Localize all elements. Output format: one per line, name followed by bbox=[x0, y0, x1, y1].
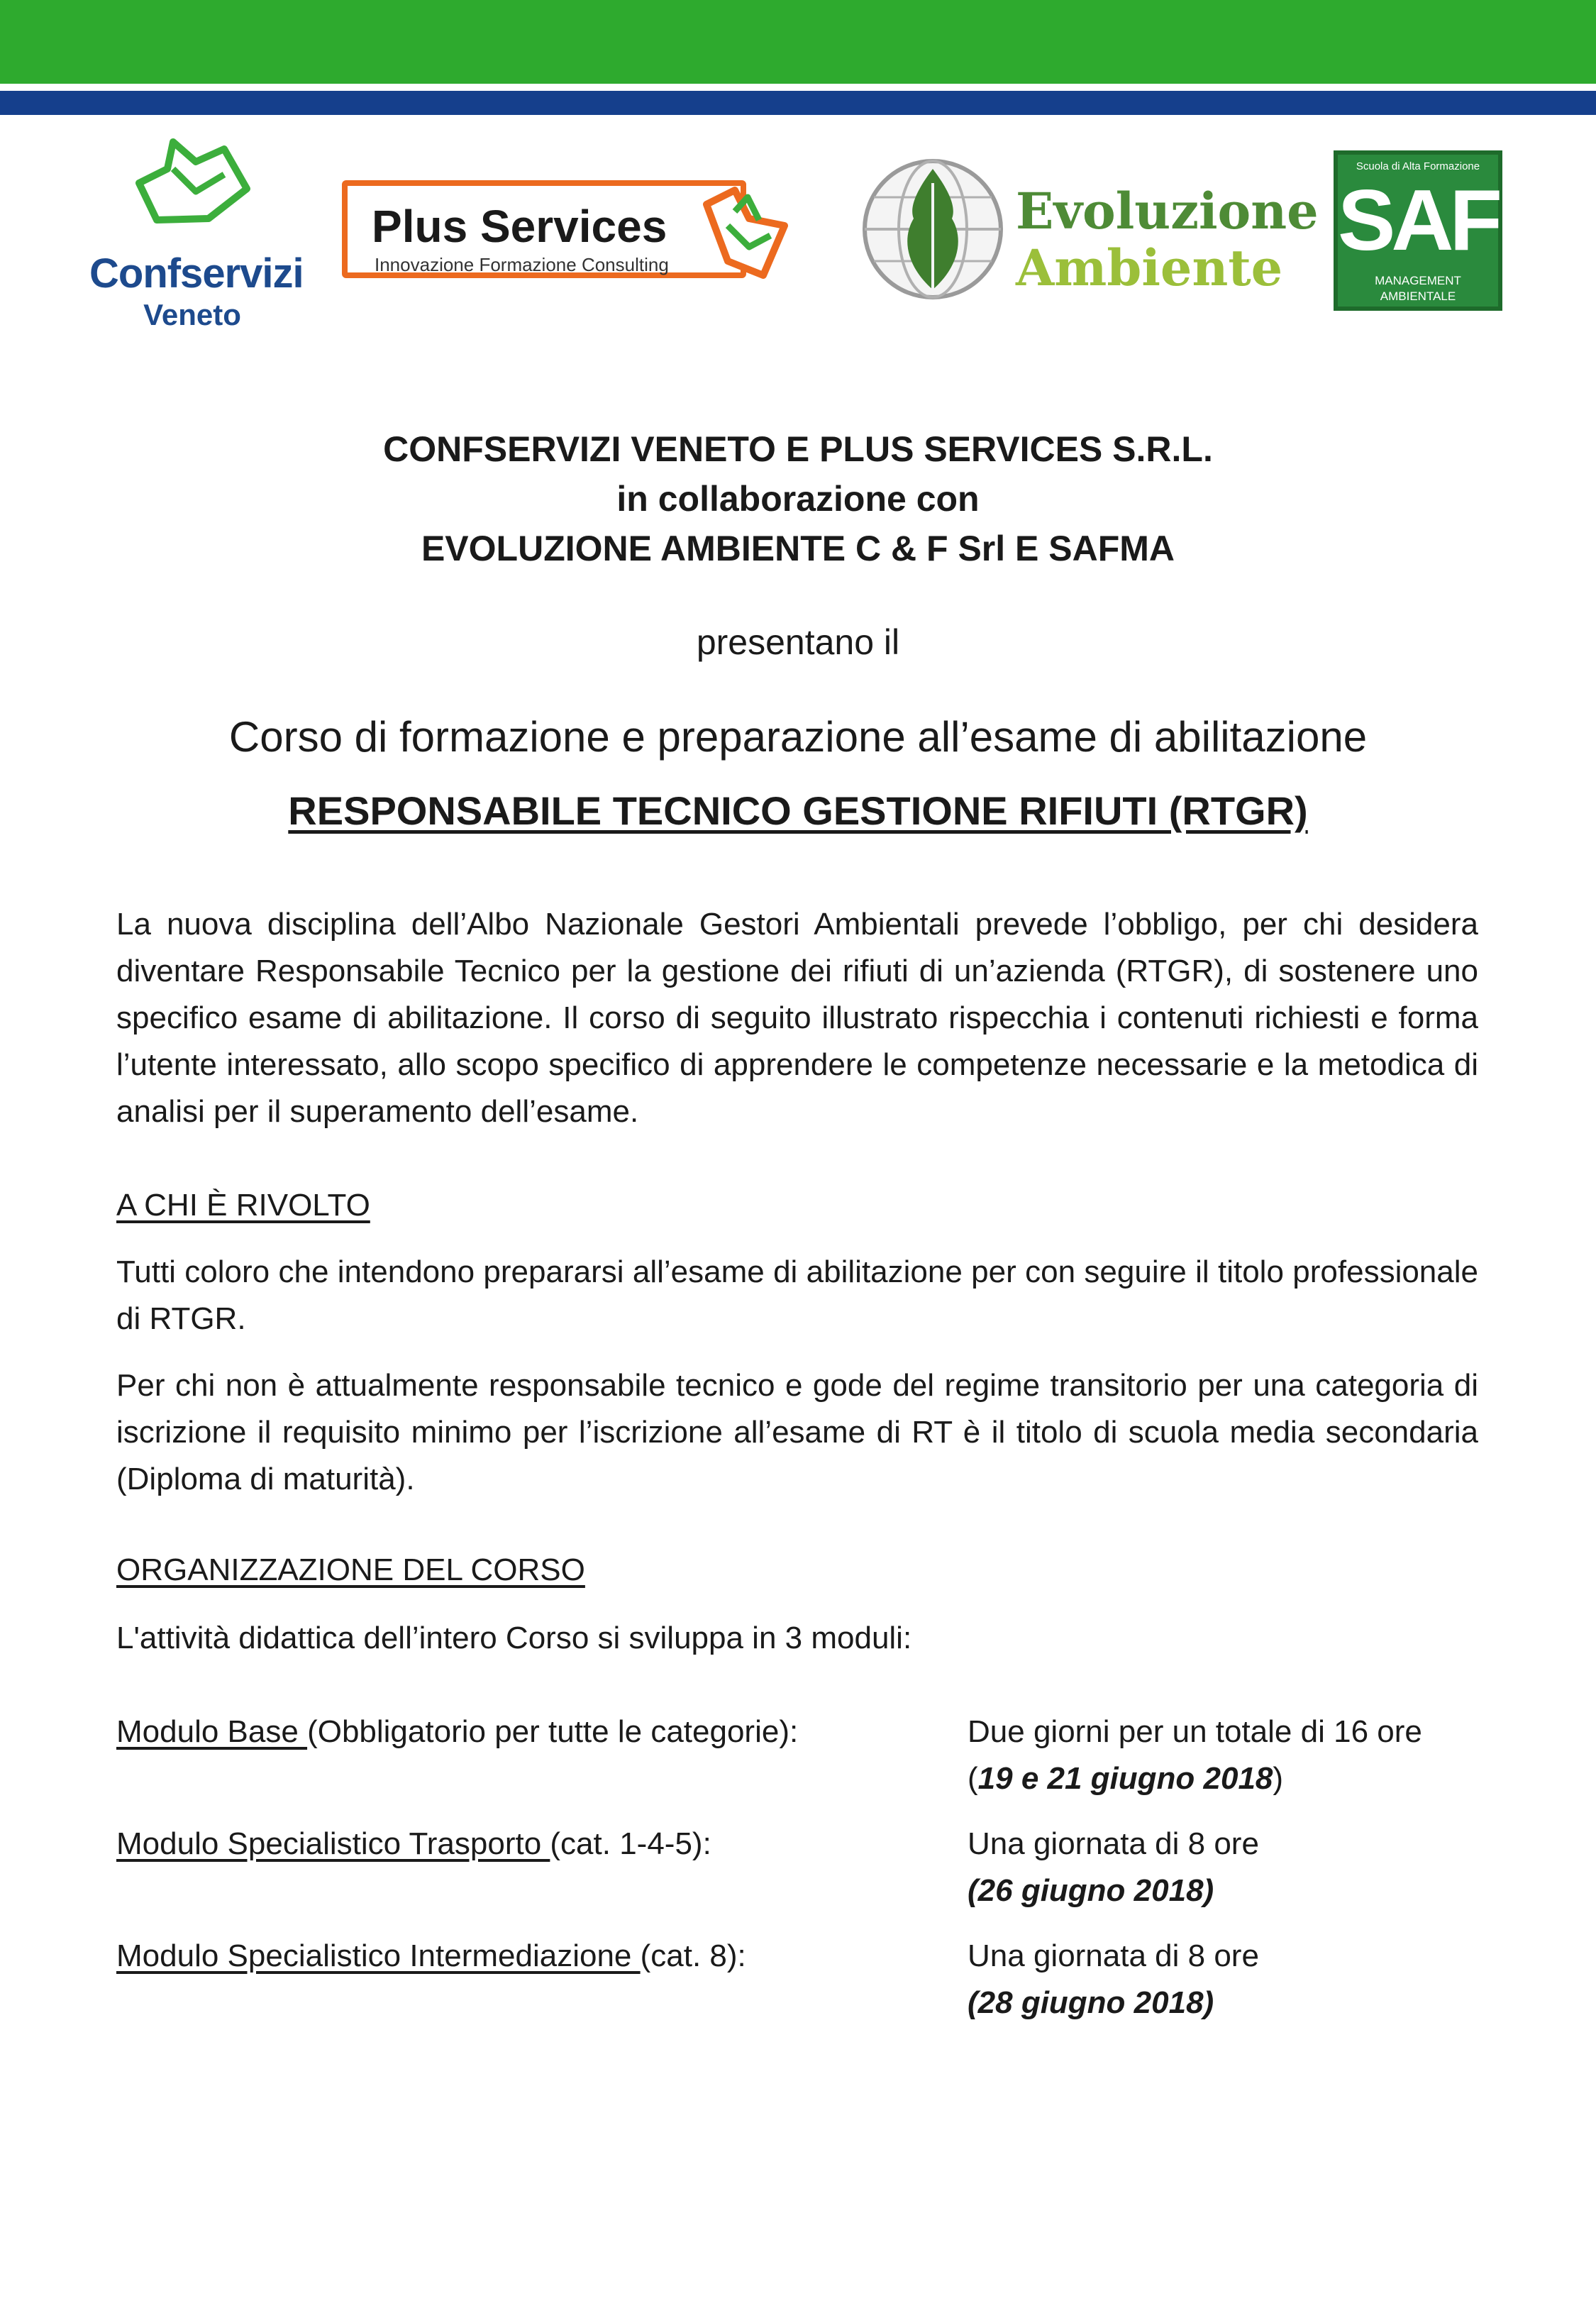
module-trasporto-schedule bbox=[968, 1821, 1259, 1914]
saf-logo bbox=[1334, 150, 1502, 311]
plus-services-title: Plus Services bbox=[372, 201, 667, 252]
module-trasporto bbox=[116, 1821, 711, 1868]
target-paragraph-1: Tutti coloro che intendono prepararsi all’esame di abilitazione per con seguire il titolo professionale di RTGR. bbox=[116, 1254, 1478, 1336]
confservizi-sub: Veneto bbox=[143, 298, 241, 331]
globe-leaf-icon bbox=[858, 155, 1007, 304]
saf-bottom-text-1: MANAGEMENT bbox=[1375, 274, 1461, 287]
presentano-text: presentano il bbox=[696, 622, 900, 662]
module-intermediazione bbox=[116, 1933, 746, 1980]
module-name: Modulo Base bbox=[116, 1714, 308, 1749]
header-line-3: EVOLUZIONE AMBIENTE C & F Srl E SAFMA bbox=[421, 529, 1175, 568]
confservizi-emblem-icon bbox=[89, 128, 295, 248]
target-heading: A CHI È RIVOLTO bbox=[116, 1188, 370, 1223]
course-name: RESPONSABILE TECNICO GESTIONE RIFIUTI (RTGR) bbox=[288, 788, 1308, 833]
date-paren-close: ) bbox=[1203, 1873, 1214, 1908]
org-heading: ORGANIZZAZIONE DEL CORSO bbox=[116, 1552, 585, 1587]
intro-paragraph: La nuova disciplina dell’Albo Nazionale Gestori Ambientali prevede l’obbligo, per chi desidera diventare Responsabile Tecnico per la gestione dei rifiuti di un’azienda (RTGR), di sostenere uno specifico esame di abilitazione. Il corso di seguito illustrato rispecchia i contenuti richiesti e forma l’utente interessato, allo scopo specifico di apprendere le competenze necessarie e la metodica di analisi per il superamento dell’esame. bbox=[116, 907, 1478, 1129]
module-name: Modulo Specialistico Intermediazione bbox=[116, 1938, 641, 1973]
module-base-schedule bbox=[968, 1709, 1422, 1802]
evoluzione-ambiente-logo bbox=[858, 155, 1319, 311]
target-paragraph-2: Per chi non è attualmente responsabile tecnico e gode del regime transitorio per una categoria di iscrizione il requisito minimo per l’iscrizione all’esame di RT è il titolo di scuola media secondaria (Diploma di maturità). bbox=[116, 1368, 1478, 1496]
module-detail: (cat. 1-4-5): bbox=[550, 1826, 711, 1861]
date-paren-open: ( bbox=[968, 1985, 978, 2020]
confservizi-brand: Confservizi bbox=[89, 250, 304, 297]
date-paren-close: ) bbox=[1203, 1985, 1214, 2020]
header-line-2: in collaborazione con bbox=[616, 479, 980, 519]
org-intro: L'attività didattica dell’intero Corso si sviluppa in 3 moduli: bbox=[116, 1621, 912, 1655]
module-duration: Due giorni per un totale di 16 ore bbox=[968, 1714, 1422, 1749]
module-duration: Una giornata di 8 ore bbox=[968, 1938, 1259, 1973]
module-name: Modulo Specialistico Trasporto bbox=[116, 1826, 550, 1861]
saf-bottom-text-2: AMBIENTALE bbox=[1380, 289, 1456, 303]
confservizi-logo bbox=[89, 128, 304, 341]
module-base bbox=[116, 1709, 798, 1755]
module-duration: Una giornata di 8 ore bbox=[968, 1826, 1259, 1861]
saf-mark: SAF bbox=[1338, 172, 1498, 268]
module-date: 26 giugno 2018 bbox=[977, 1873, 1204, 1908]
saf-top-text: Scuola di Alta Formazione bbox=[1356, 160, 1480, 172]
course-title: Corso di formazione e preparazione all’esame di abilitazione bbox=[228, 713, 1368, 761]
plus-services-tagline: Innovazione Formazione Consulting bbox=[375, 254, 669, 275]
top-blue-bar bbox=[0, 91, 1596, 115]
module-date: 19 e 21 giugno 2018 bbox=[977, 1761, 1273, 1796]
plus-services-logo bbox=[338, 176, 799, 289]
module-detail: (Obbligatorio per tutte le categorie): bbox=[307, 1714, 799, 1749]
header-block bbox=[0, 424, 1596, 573]
top-green-bar bbox=[0, 0, 1596, 84]
evoluzione-title: Evoluzione bbox=[1016, 182, 1319, 241]
date-paren-close: ) bbox=[1273, 1761, 1284, 1796]
date-paren-open: ( bbox=[968, 1761, 978, 1796]
module-intermediazione-schedule bbox=[968, 1933, 1259, 2026]
module-detail: (cat. 8): bbox=[640, 1938, 746, 1973]
plus-services-emblem-icon bbox=[685, 176, 799, 289]
header-line-1: CONFSERVIZI VENETO E PLUS SERVICES S.R.L. bbox=[383, 429, 1213, 469]
ambiente-title: Ambiente bbox=[1016, 238, 1283, 297]
date-paren-open: ( bbox=[968, 1873, 978, 1908]
module-date: 28 giugno 2018 bbox=[977, 1985, 1204, 2020]
